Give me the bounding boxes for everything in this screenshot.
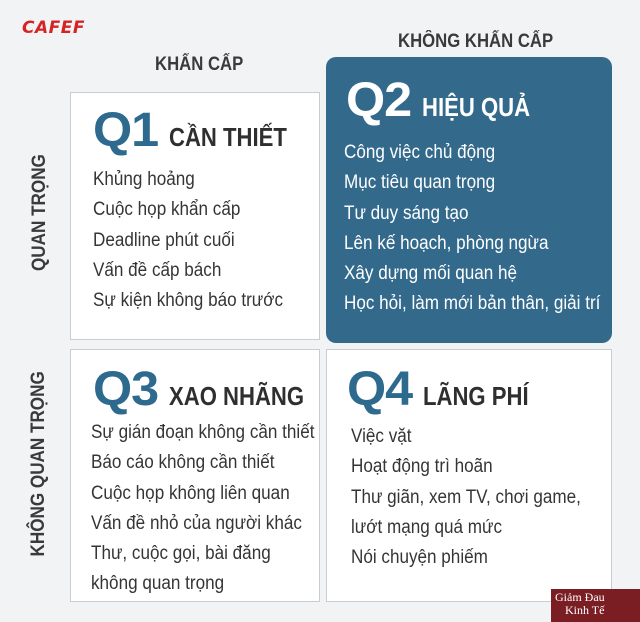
list-item: Thư giãn, xem TV, chơi game, xyxy=(351,486,581,508)
q4-number: Q4 xyxy=(347,363,413,416)
list-item: Mục tiêu quan trọng xyxy=(344,172,496,194)
list-item: Deadline phút cuối xyxy=(93,229,235,251)
q4-title: LÃNG PHÍ xyxy=(423,381,529,411)
list-item: Hoạt động trì hoãn xyxy=(351,456,493,478)
list-item: Báo cáo không cần thiết xyxy=(91,452,275,474)
q2-number: Q2 xyxy=(346,74,412,127)
q3-number: Q3 xyxy=(93,363,159,416)
column-label-urgent: KHẨN CẤP xyxy=(155,54,244,75)
list-item: Lên kế hoạch, phòng ngừa xyxy=(344,232,549,254)
list-item: Học hỏi, làm mới bản thân, giải trí xyxy=(344,293,601,315)
watermark-stamp xyxy=(551,589,640,622)
list-item: Cuộc họp không liên quan xyxy=(91,482,290,504)
q2-heading xyxy=(346,73,549,128)
q1-item-list xyxy=(93,165,304,316)
list-item: Vấn đề cấp bách xyxy=(93,259,222,281)
q2-item-list xyxy=(344,138,629,320)
cafef-logo: CAFEF xyxy=(22,18,85,38)
list-item: Nói chuyện phiếm xyxy=(351,547,488,569)
row-label-not-important: KHÔNG QUAN TRỌNG xyxy=(28,371,49,557)
list-item: Thư, cuộc gọi, bài đăng xyxy=(91,543,271,565)
list-item: lướt mạng quá mức xyxy=(351,516,503,538)
q2-title: HIỆU QUẢ xyxy=(422,92,531,122)
q3-item-list xyxy=(91,418,339,600)
list-item: không quan trọng xyxy=(91,573,225,595)
watermark-line-2: Kinh Tế xyxy=(565,603,605,617)
q4-item-list xyxy=(351,422,606,573)
q4-heading xyxy=(347,362,547,417)
quadrant-q4 xyxy=(326,349,612,602)
q1-title: CẦN THIẾT xyxy=(169,122,287,152)
list-item: Khủng hoảng xyxy=(93,169,195,190)
list-item: Xây dựng mối quan hệ xyxy=(344,263,518,285)
quadrant-q2 xyxy=(326,57,612,343)
list-item: Công việc chủ động xyxy=(344,142,496,163)
quadrant-q1 xyxy=(70,92,320,340)
q3-heading xyxy=(93,362,328,417)
q3-title: XAO NHÃNG xyxy=(169,381,305,411)
row-label-important: QUAN TRỌNG xyxy=(29,154,50,271)
watermark-line-1: Giảm Đau xyxy=(555,590,605,604)
list-item: Sự kiện không báo trước xyxy=(93,290,284,312)
q1-heading xyxy=(93,103,308,158)
list-item: Tư duy sáng tạo xyxy=(344,202,469,224)
list-item: Vấn đề nhỏ của người khác xyxy=(91,512,302,534)
column-label-not-urgent: KHÔNG KHẨN CẤP xyxy=(398,31,554,52)
quadrant-q3 xyxy=(70,349,320,602)
list-item: Sự gián đoạn không cần thiết xyxy=(91,422,315,443)
q1-number: Q1 xyxy=(93,104,159,157)
list-item: Việc vặt xyxy=(351,426,412,447)
list-item: Cuộc họp khẩn cấp xyxy=(93,199,241,221)
